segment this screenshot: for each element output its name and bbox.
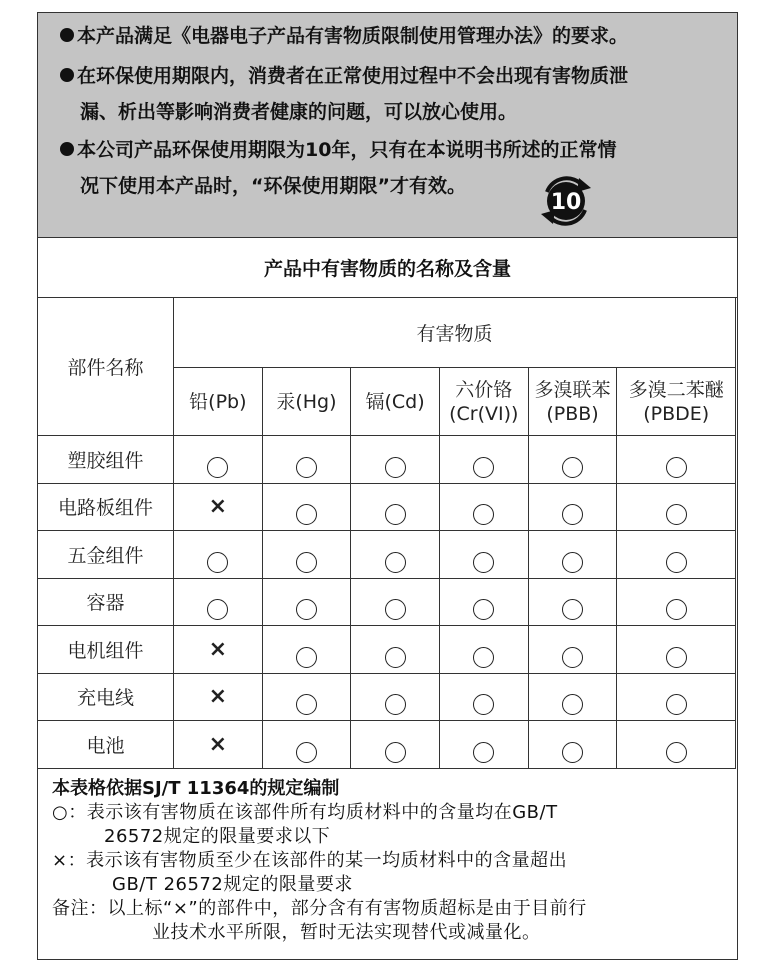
substance-cell: [528, 578, 617, 626]
compliant-circle-icon: [473, 647, 494, 668]
hazardous-substance-table: [37, 297, 736, 769]
substance-cell: [262, 531, 351, 579]
compliant-circle-icon: [385, 552, 406, 573]
compliant-circle-icon: [207, 457, 228, 478]
compliant-circle-icon: [385, 694, 406, 715]
substance-cell: [528, 436, 617, 484]
intro-bullet-1: 本产品满足《电器电子产品有害物质限制使用管理办法》的要求。: [60, 21, 628, 51]
substance-cell: [351, 531, 440, 579]
part-name-cell: 五金组件: [38, 531, 174, 579]
substance-cell: [262, 673, 351, 721]
compliant-circle-icon: [296, 457, 317, 478]
intro-bullet-2: 在环保使用期限内，消费者在正常使用过程中不会出现有害物质泄: [60, 61, 628, 91]
substance-cell: [439, 721, 528, 769]
notes-circle-line-1: ○：表示该有害物质在该部件所有均质材料中的含量均在GB/T: [52, 802, 558, 823]
table-row: [38, 483, 736, 531]
intro-bullet-3-cont: 况下使用本产品时，“环保使用期限”才有效。: [80, 175, 466, 197]
part-name-header: 部件名称: [38, 298, 174, 436]
exceeds-cross-icon: ×: [208, 684, 228, 710]
intro-bullet-3: 本公司产品环保使用期限为10年，只有在本说明书所述的正常情: [60, 135, 616, 165]
column-header: [439, 368, 528, 436]
compliant-circle-icon: [666, 504, 687, 525]
eco-period-10-icon: [535, 170, 597, 232]
compliant-circle-icon: [562, 457, 583, 478]
compliant-circle-icon: [562, 599, 583, 620]
table-row: [38, 721, 736, 769]
substance-cell: [439, 531, 528, 579]
column-header-name: 六价铬: [455, 378, 513, 401]
compliant-circle-icon: [666, 599, 687, 620]
table-row: [38, 531, 736, 579]
column-header: [528, 368, 617, 436]
substance-cell: [617, 673, 736, 721]
compliant-circle-icon: [562, 647, 583, 668]
substance-cell: [439, 436, 528, 484]
notes-section: [52, 777, 732, 945]
substance-cell: [262, 483, 351, 531]
compliant-circle-icon: [666, 552, 687, 573]
compliant-circle-icon: [473, 742, 494, 763]
compliant-circle-icon: [207, 552, 228, 573]
compliant-circle-icon: [562, 742, 583, 763]
substance-cell: [351, 578, 440, 626]
part-name-cell: 充电线: [38, 673, 174, 721]
compliant-circle-icon: [473, 599, 494, 620]
substance-cell: [528, 531, 617, 579]
compliant-circle-icon: [296, 742, 317, 763]
substance-cell: [174, 721, 263, 769]
column-header-name: 多溴联苯: [534, 378, 611, 401]
compliant-circle-icon: [666, 457, 687, 478]
table-row: [38, 436, 736, 484]
substance-cell: [351, 673, 440, 721]
table-title: 产品中有害物质的名称及含量: [38, 238, 737, 298]
compliant-circle-icon: [385, 647, 406, 668]
intro-bullet-2-cont: 漏、析出等影响消费者健康的问题，可以放心使用。: [80, 101, 518, 123]
compliant-circle-icon: [296, 694, 317, 715]
substance-cell: [617, 531, 736, 579]
notes-cross-line-1: ×：表示该有害物质至少在该部件的某一均质材料中的含量超出: [52, 850, 568, 871]
part-name-cell: 容器: [38, 578, 174, 626]
compliant-circle-icon: [385, 599, 406, 620]
substance-cell: [174, 531, 263, 579]
compliant-circle-icon: [385, 504, 406, 525]
table-row: [38, 673, 736, 721]
substance-header: 有害物质: [174, 298, 736, 368]
column-header-name: 多溴二苯醚: [628, 378, 724, 401]
compliant-circle-icon: [562, 504, 583, 525]
substance-cell: [439, 626, 528, 674]
bullet-dot-icon: [60, 142, 74, 156]
substance-cell: [617, 436, 736, 484]
substance-cell: [174, 673, 263, 721]
compliant-circle-icon: [296, 647, 317, 668]
column-header: [617, 368, 736, 436]
exceeds-cross-icon: ×: [208, 494, 228, 520]
substance-cell: [174, 483, 263, 531]
substance-cell: [439, 578, 528, 626]
substance-cell: [262, 436, 351, 484]
bullet-dot-icon: [60, 28, 74, 42]
compliant-circle-icon: [473, 552, 494, 573]
compliant-circle-icon: [207, 599, 228, 620]
table-row: [38, 626, 736, 674]
substance-cell: [617, 626, 736, 674]
substance-cell: [617, 721, 736, 769]
part-name-cell: 电池: [38, 721, 174, 769]
column-header-symbol: (Cr(VI)): [449, 402, 519, 425]
substance-cell: [528, 483, 617, 531]
column-header-symbol: (PBB): [546, 402, 599, 425]
compliant-circle-icon: [666, 742, 687, 763]
exceeds-cross-icon: ×: [208, 731, 228, 757]
bullet-dot-icon: [60, 68, 74, 82]
column-header-name: 镉(Cd): [365, 390, 425, 413]
substance-cell: [528, 673, 617, 721]
substance-cell: [439, 673, 528, 721]
substance-cell: [174, 626, 263, 674]
substance-cell: [351, 626, 440, 674]
substance-cell: [174, 578, 263, 626]
compliant-circle-icon: [296, 504, 317, 525]
compliant-circle-icon: [666, 694, 687, 715]
compliant-circle-icon: [385, 742, 406, 763]
substance-cell: [617, 578, 736, 626]
exceeds-cross-icon: ×: [208, 636, 228, 662]
notes-remark-line-1: 备注：以上标“×”的部件中，部分含有有害物质超标是由于目前行: [52, 898, 587, 919]
compliant-circle-icon: [385, 457, 406, 478]
intro-section: [38, 13, 737, 238]
compliant-circle-icon: [666, 647, 687, 668]
notes-basis: 本表格依据SJ/T 11364的规定编制: [52, 778, 340, 799]
compliant-circle-icon: [296, 599, 317, 620]
column-header: [174, 368, 263, 436]
substance-cell: [262, 578, 351, 626]
document-frame: [37, 12, 738, 960]
substance-cell: [351, 721, 440, 769]
compliant-circle-icon: [562, 552, 583, 573]
compliant-circle-icon: [473, 504, 494, 525]
substance-cell: [528, 626, 617, 674]
column-header: [351, 368, 440, 436]
notes-remark-line-2: 业技术水平所限，暂时无法实现替代或减量化。: [152, 922, 541, 943]
substance-cell: [174, 436, 263, 484]
column-header-symbol: (PBDE): [643, 402, 710, 425]
column-header-name: 铅(Pb): [189, 390, 247, 413]
substance-cell: [351, 436, 440, 484]
table-row: [38, 578, 736, 626]
column-header: [262, 368, 351, 436]
substance-cell: [528, 721, 617, 769]
compliant-circle-icon: [562, 694, 583, 715]
badge-number: 10: [550, 190, 582, 215]
substance-cell: [262, 626, 351, 674]
substance-cell: [262, 721, 351, 769]
notes-cross-line-2: GB/T 26572规定的限量要求: [112, 874, 353, 895]
compliant-circle-icon: [473, 457, 494, 478]
compliant-circle-icon: [296, 552, 317, 573]
part-name-cell: 塑胶组件: [38, 436, 174, 484]
column-header-name: 汞(Hg): [276, 390, 337, 413]
compliant-circle-icon: [473, 694, 494, 715]
part-name-cell: 电机组件: [38, 626, 174, 674]
substance-cell: [617, 483, 736, 531]
substance-cell: [439, 483, 528, 531]
notes-circle-line-2: 26572规定的限量要求以下: [104, 826, 331, 847]
substance-cell: [351, 483, 440, 531]
part-name-cell: 电路板组件: [38, 483, 174, 531]
